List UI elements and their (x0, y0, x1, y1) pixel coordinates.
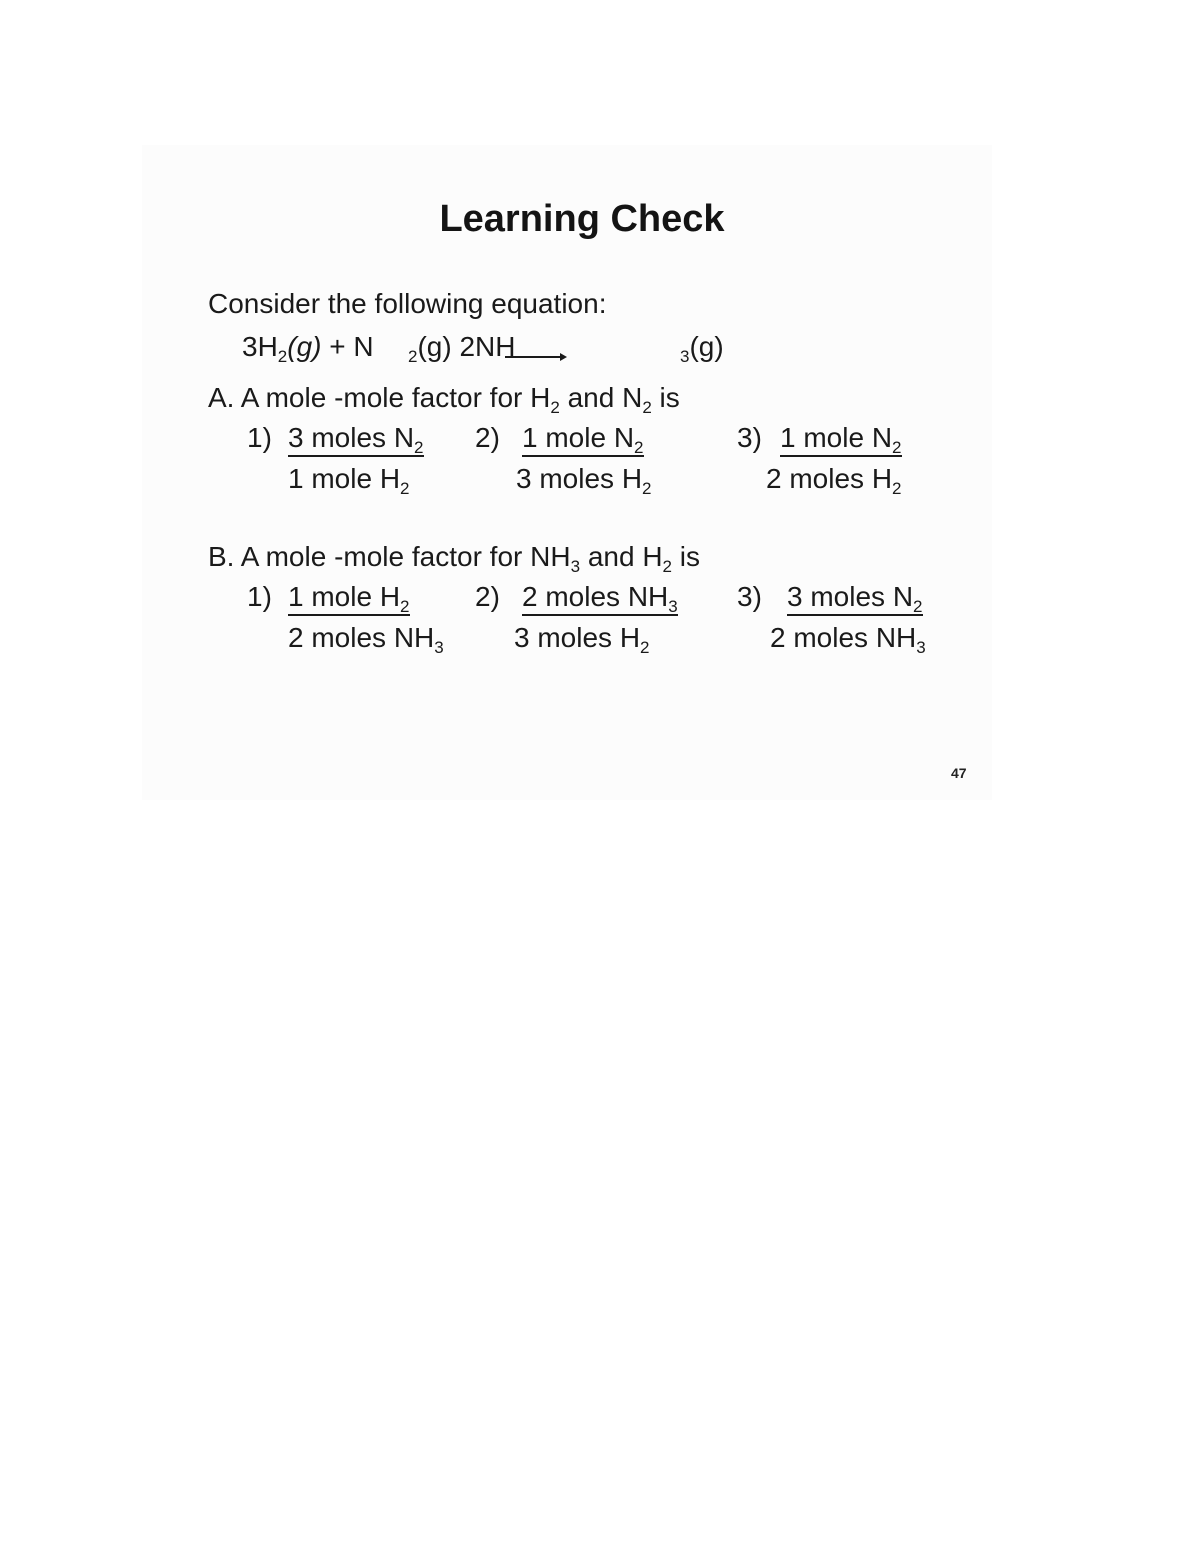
question-a-option-1-fraction[interactable] (288, 422, 424, 498)
chemical-equation-part2 (408, 331, 516, 366)
eq-n2-sub: 2 (408, 347, 418, 366)
fraction-numerator: 1 mole $N_2$ (780, 422, 902, 457)
question-b-option-1-label[interactable]: 1) (247, 581, 272, 612)
question-a-prompt: A. A mole -mole factor for $H_2$ and $N_2$ is (208, 382, 680, 417)
fraction-denominator: 1 mole $H_2$ (288, 463, 410, 498)
eq-h2-sub: 2 (277, 347, 288, 366)
eq-n2-state: (g) 2NH (417, 331, 516, 362)
intro-text: Consider the following equation: (208, 288, 607, 319)
page-number: 47 (951, 765, 967, 781)
question-a-option-2-fraction[interactable] (516, 422, 652, 498)
fraction-numerator: 1 mole $H_2$ (288, 581, 410, 616)
fraction-denominator: 3 moles $H_2$ (516, 463, 652, 498)
question-a-option-2-label[interactable]: 2) (475, 422, 500, 453)
fraction-numerator: 1 mole $N_2$ (522, 422, 644, 457)
eq-nh3-sub: 3 (680, 347, 690, 366)
eq-h2-state: (g) (287, 331, 322, 362)
fraction-numerator: 3 moles $N_2$ (787, 581, 923, 616)
fraction-denominator: 2 moles $H_2$ (766, 463, 902, 498)
question-b-option-1-fraction[interactable] (288, 581, 444, 657)
question-b-option-3-label[interactable]: 3) (737, 581, 762, 612)
question-b-option-2-label[interactable]: 2) (475, 581, 500, 612)
eq-n2: + N (321, 331, 374, 362)
question-a-option-1-label[interactable]: 1) (247, 422, 272, 453)
slide-title: Learning Check (439, 198, 725, 240)
chemical-equation (242, 331, 374, 366)
question-b-option-3-fraction[interactable] (770, 581, 926, 657)
reaction-arrow-icon (505, 352, 567, 362)
fraction-numerator: 3 moles $N_2$ (288, 422, 424, 457)
fraction-denominator: 2 moles $NH_3$ (288, 622, 444, 657)
fraction-denominator: 2 moles $NH_3$ (770, 622, 926, 657)
eq-h2-coef: 3H (242, 331, 278, 362)
question-a-option-3-label[interactable]: 3) (737, 422, 762, 453)
question-a-option-3-fraction[interactable] (766, 422, 902, 498)
question-b-prompt: B. A mole -mole factor for $NH_3$ and $H_2$ is (208, 541, 701, 576)
fraction-numerator: 2 moles $NH_3$ (522, 581, 678, 616)
chemical-equation-part3 (680, 331, 724, 366)
question-b-option-2-fraction[interactable] (514, 581, 678, 657)
eq-nh3-state: (g) (689, 331, 724, 362)
fraction-denominator: 3 moles $H_2$ (514, 622, 650, 657)
